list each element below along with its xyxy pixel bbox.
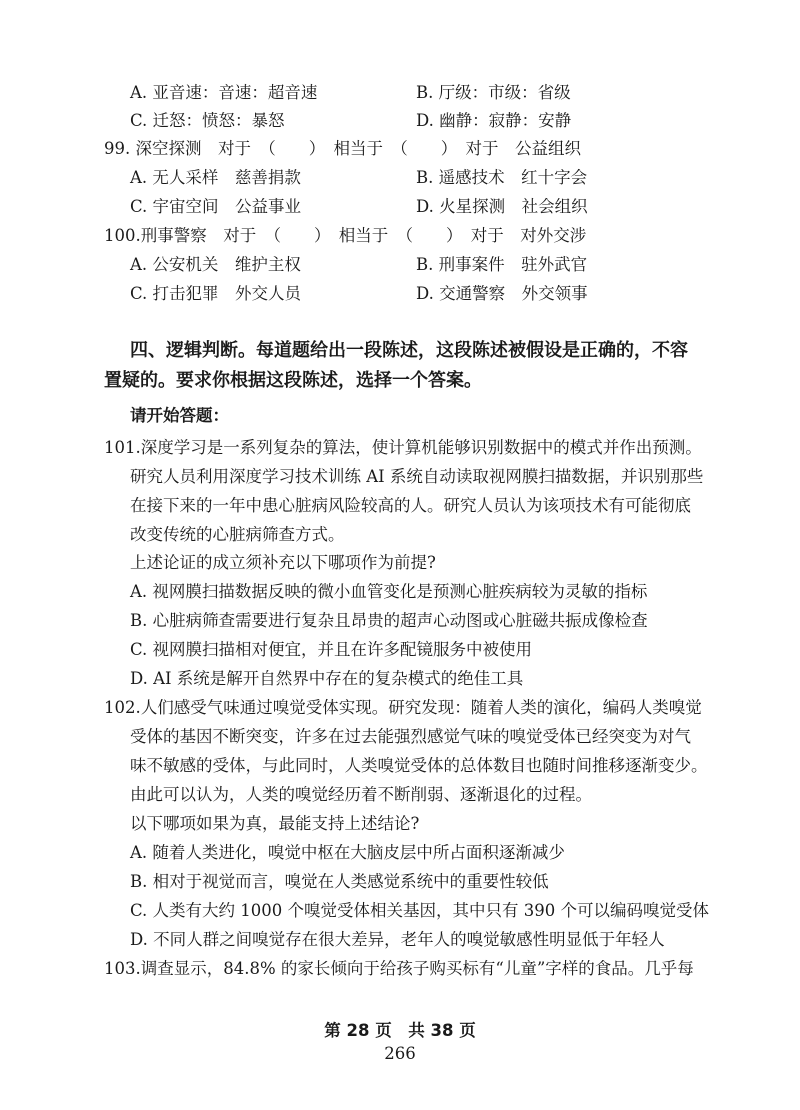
q101-option-a: A. 视网膜扫描数据反映的微小血管变化是预测心脏疾病较为灵敏的指标	[130, 582, 648, 601]
q101-stem-line3: 在接下来的一年中患心脏病风险较高的人。研究人员认为该项技术有可能彻底	[130, 496, 691, 515]
q98-option-b: B. 厅级：市级：省级	[416, 83, 571, 102]
q102-stem-line1: 102.人们感受气味通过嗅觉受体实现。研究发现：随着人类的演化，编码人类嗅觉	[104, 698, 702, 717]
q101-question: 上述论证的成立须补充以下哪项作为前提?	[130, 553, 436, 572]
q102-option-a: A. 随着人类进化，嗅觉中枢在大脑皮层中所占面积逐渐减少	[130, 843, 565, 862]
section-start-instruction: 请开始答题：	[130, 406, 229, 425]
q101-stem-line2: 研究人员利用深度学习技术训练 AI 系统自动读取视网膜扫描数据，并识别那些	[130, 467, 704, 486]
q103-stem-line1: 103.调查显示，84.8% 的家长倾向于给孩子购买标有“儿童”字样的食品。几乎每	[104, 959, 694, 978]
q102-stem-line2: 受体的基因不断突变，许多在过去能强烈感觉气味的嗅觉受体已经突变为对气	[130, 727, 691, 746]
page-number: 266	[384, 1044, 416, 1063]
q100-option-a: A. 公安机关 维护主权	[130, 255, 301, 274]
section-heading-line1: 四、逻辑判断。每道题给出一段陈述，这段陈述被假设是正确的，不容	[130, 340, 688, 361]
q100-option-b: B. 刑事案件 驻外武官	[416, 255, 588, 274]
q102-question: 以下哪项如果为真，最能支持上述结论?	[130, 814, 420, 833]
page-label: 第 28 页 共 38 页	[324, 1021, 476, 1040]
q100-option-c: C. 打击犯罪 外交人员	[130, 284, 302, 303]
q102-option-c: C. 人类有大约 1000 个嗅觉受体相关基因，其中只有 390 个可以编码嗅觉受体	[130, 901, 709, 920]
q100-stem: 100.刑事警察 对于 （ ） 相当于 （ ） 对于 对外交涉	[104, 226, 587, 245]
q98-option-c: C. 迁怒：愤怒：暴怒	[130, 111, 285, 130]
q101-stem-line4: 改变传统的心脏病筛查方式。	[130, 525, 345, 544]
q99-option-b: B. 遥感技术 红十字会	[416, 168, 588, 187]
q99-option-a: A. 无人采样 慈善捐款	[130, 168, 301, 187]
q102-option-d: D. 不同人群之间嗅觉存在很大差异，老年人的嗅觉敏感性明显低于年轻人	[130, 930, 665, 949]
q100-option-d: D. 交通警察 外交领事	[416, 284, 588, 303]
q101-option-d: D. AI 系统是解开自然界中存在的复杂模式的绝佳工具	[130, 669, 524, 688]
q101-stem-line1: 101.深度学习是一系列复杂的算法，使计算机能够识别数据中的模式并作出预测。	[104, 438, 702, 457]
section-heading-line2: 置疑的。要求你根据这段陈述，选择一个答案。	[104, 370, 482, 391]
q101-option-b: B. 心脏病筛查需要进行复杂且昂贵的超声心动图或心脏磁共振成像检查	[130, 611, 648, 630]
q99-option-c: C. 宇宙空间 公益事业	[130, 197, 302, 216]
q101-option-c: C. 视网膜扫描相对便宜，并且在许多配镜服务中被使用	[130, 640, 533, 659]
q99-stem: 99. 深空探测 对于 （ ） 相当于 （ ） 对于 公益组织	[104, 139, 581, 158]
q102-stem-line4: 由此可以认为，人类的嗅觉经历着不断削弱、逐渐退化的过程。	[130, 785, 592, 804]
q102-stem-line3: 味不敏感的受体，与此同时，人类嗅觉受体的总体数目也随时间推移逐渐变少。	[130, 756, 708, 775]
q99-option-d: D. 火星探测 社会组织	[416, 197, 588, 216]
q98-option-d: D. 幽静：寂静：安静	[416, 111, 572, 130]
q102-option-b: B. 相对于视觉而言，嗅觉在人类感觉系统中的重要性较低	[130, 872, 549, 891]
q98-option-a: A. 亚音速：音速：超音速	[130, 83, 318, 102]
